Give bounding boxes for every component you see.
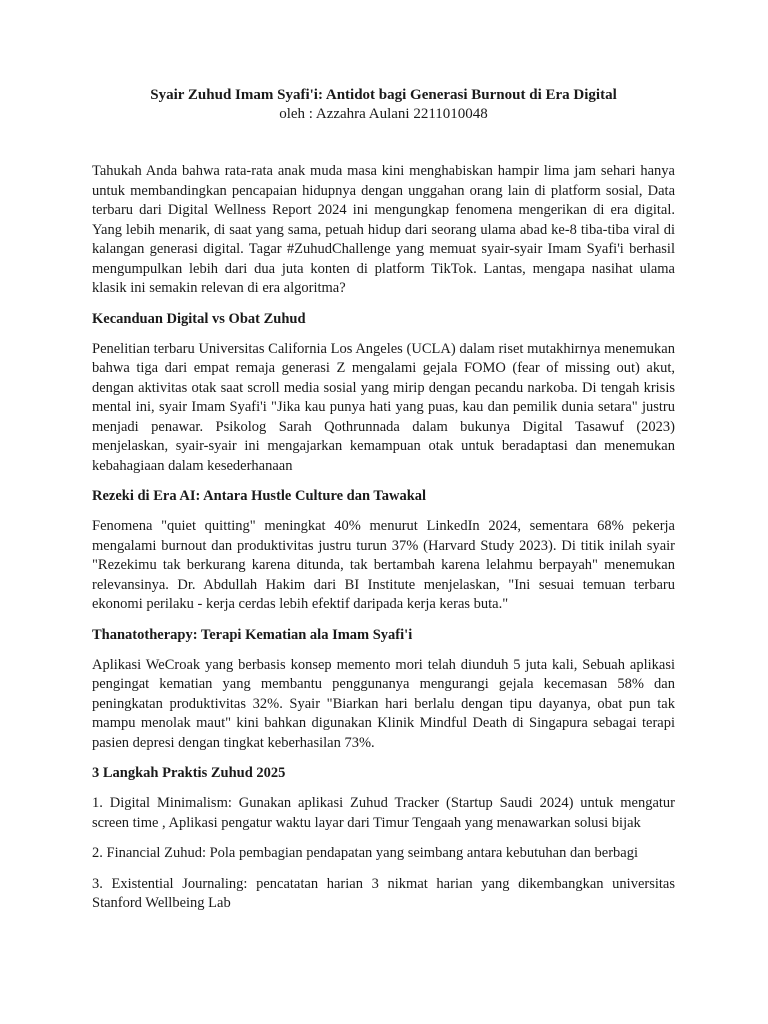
- section-thanatotherapy: [92, 626, 675, 754]
- section-practical-steps: [92, 764, 675, 914]
- document-page: [92, 86, 675, 925]
- article-title: Syair Zuhud Imam Syafi'i: Antidot bagi Generasi Burnout di Era Digital: [150, 87, 617, 103]
- section-paragraph: Fenomena "quiet quitting" meningkat 40% menurut LinkedIn 2024, sementara 68% pekerja mengalami burnout dan produktivitas justru turun 37% (Harvard Study 2023). Di titik inilah syair "Rezekimu tak berkurang karena ditunda, tak bertambah karena lelahmu berpayah" menemukan relevansinya. Dr. Abdullah Hakim dari BI Institute menjelaskan, "Ini sesuai temuan terbaru ekonomi perilaku - kerja cerdas lebih efektif daripada kerja keras buta.": [92, 518, 675, 612]
- section-heading: Rezeki di Era AI: Antara Hustle Culture dan Tawakal: [92, 488, 427, 504]
- section-rezeki-ai: [92, 487, 675, 615]
- section-heading: Thanatotherapy: Terapi Kematian ala Imam Syafi'i: [92, 626, 413, 643]
- section-paragraph: Aplikasi WeCroak yang berbasis konsep memento mori telah diunduh 5 juta kali, Sebuah aplikasi pengingat kematian yang membantu penggunanya mengurangi gejala kecemasan 58% dan peningkatan produktivitas 32%. Syair "Biarkan hari berlalu dengan tipu dayanya, obat pun tak mampu menolak maut" kini bahkan digunakan Klinik Mindful Death di Singapura sebagai terapi pasien depresi dengan tingkat keberhasilan 73%.: [92, 656, 675, 751]
- list-item: 2. Financial Zuhud: Pola pembagian pendapatan yang seimbang antara kebutuhan dan berbagi: [92, 845, 638, 861]
- section-heading: Kecanduan Digital vs Obat Zuhud: [92, 310, 306, 327]
- list-item: 1. Digital Minimalism: Gunakan aplikasi Zuhud Tracker (Startup Saudi 2024) untuk mengatur screen time , Aplikasi pengatur waktu layar dari Timur Tengaah yang menawarkan solusi bijak: [92, 795, 675, 831]
- list-item: 3. Existential Journaling: pencatatan harian 3 nikmat harian yang dikembangkan universitas Stanford Wellbeing Lab: [92, 875, 675, 911]
- article-byline: oleh : Azzahra Aulani 2211010048: [279, 106, 488, 122]
- section-paragraph: Penelitian terbaru Universitas California Los Angeles (UCLA) dalam riset mutakhirnya menemukan bahwa tiga dari empat remaja generasi Z mengalami gejala FOMO (fear of missing out) akut, dengan aktivitas otak saat scroll media sosial yang mirip dengan pecandu narkoba. Di tengah krisis mental ini, syair Imam Syafi'i "Jika kau punya hati yang puas, kau dan pemilik dunia setara" justru menjadi penawar. Psikolog Sarah Qothrunnada dalam bukunya Digital Tasawuf (2023) menjelaskan, syair-syair ini mengajarkan kemampuan otak untuk beradaptasi dan menemukan kebahagiaan dalam kesederhanaan: [92, 340, 675, 474]
- section-heading: 3 Langkah Praktis Zuhud 2025: [92, 765, 286, 781]
- section-digital-addiction: [92, 310, 675, 477]
- intro-paragraph: Tahukah Anda bahwa rata-rata anak muda masa kini menghabiskan hampir lima jam sehari hanya untuk membandingkan pencapaian hidupnya dengan unggahan orang lain di platform sosial, Data terbaru dari Digital Wellness Report 2024 ini mengungkap fenomena mengerikan di era digital. Yang lebih menarik, di saat yang sama, petuah hidup dari seorang ulama abad ke-8 tiba-tiba viral di kalangan generasi digital. Tagar #ZuhudChallenge yang memuat syair-syair Imam Syafi'i berhasil mengumpulkan lebih dari dua juta konten di platform TikTok. Lantas, mengapa nasihat ulama klasik ini semakin relevan di era algoritma?: [92, 163, 675, 296]
